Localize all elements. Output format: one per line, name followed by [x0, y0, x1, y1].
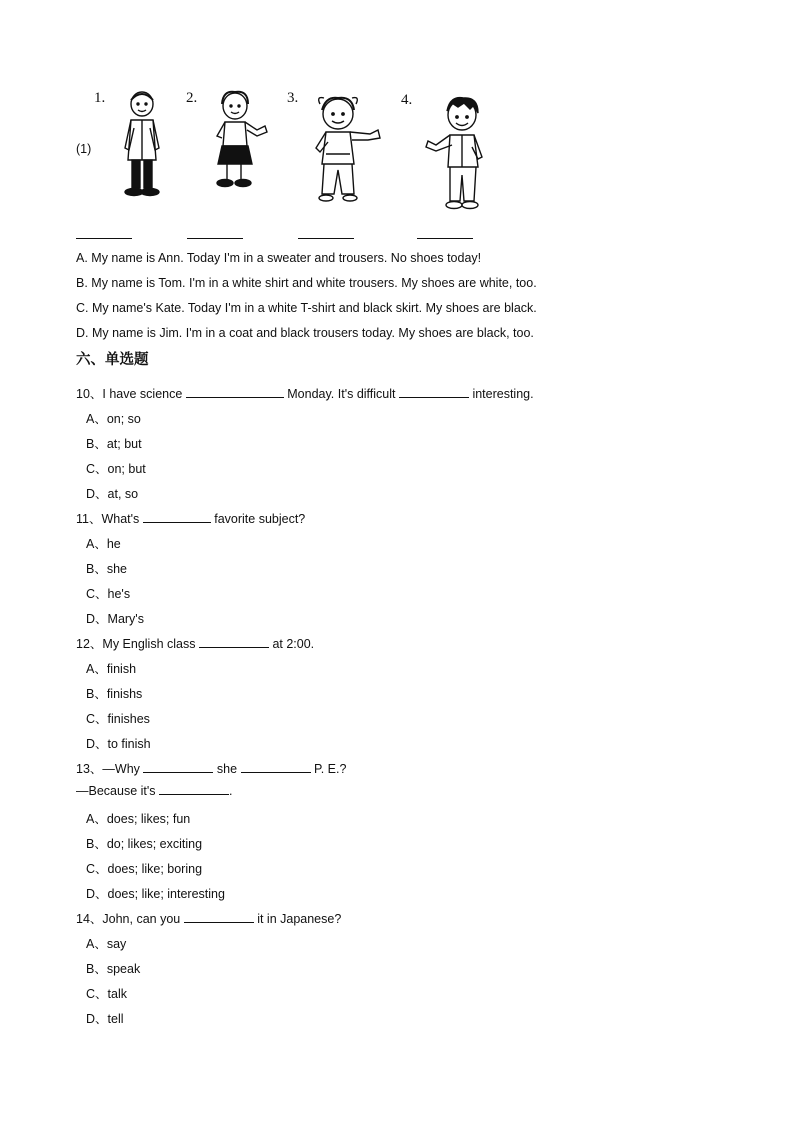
question-13-stem: 13、—Why she P. E.? — [76, 762, 347, 776]
statement-c: C. My name's Kate. Today I'm in a white T-shirt and black skirt. My shoes are black. — [76, 301, 537, 315]
blank[interactable] — [143, 771, 213, 773]
question-10-option-c[interactable]: C、on; but — [86, 462, 146, 476]
question-12-option-b[interactable]: B、finishs — [86, 687, 143, 701]
question-11-option-a[interactable]: A、he — [86, 537, 121, 551]
question-10-option-d[interactable]: D、at, so — [86, 487, 139, 501]
question-10-option-b[interactable]: B、at; but — [86, 437, 142, 451]
blank[interactable] — [199, 646, 269, 648]
question-13-response: —Because it's . — [76, 784, 233, 798]
girl-in-skirt-figure — [205, 88, 275, 190]
question-12-option-d[interactable]: D、to finish — [86, 737, 151, 751]
figure-number-3: 3. — [287, 90, 299, 106]
blank[interactable] — [184, 921, 254, 923]
blank[interactable] — [143, 521, 211, 523]
section-heading: 六、单选题 — [76, 352, 149, 368]
question-13-option-b[interactable]: B、do; likes; exciting — [86, 837, 203, 851]
question-10-option-a[interactable]: A、on; so — [86, 412, 141, 426]
question-13-option-d[interactable]: D、does; like; interesting — [86, 887, 225, 901]
answer-blank-3[interactable] — [298, 238, 354, 239]
blank[interactable] — [241, 771, 311, 773]
figure-number-4: 4. — [401, 92, 413, 108]
question-13-option-a[interactable]: A、does; likes; fun — [86, 812, 191, 826]
question-14-option-a[interactable]: A、say — [86, 937, 127, 951]
question-13-option-c[interactable]: C、does; like; boring — [86, 862, 203, 876]
question-12-option-a[interactable]: A、finish — [86, 662, 137, 676]
question-11-option-c[interactable]: C、he's — [86, 587, 131, 601]
question-11-option-b[interactable]: B、she — [86, 562, 127, 576]
question-11-option-d[interactable]: D、Mary's — [86, 612, 144, 626]
blank[interactable] — [186, 396, 284, 398]
blank[interactable] — [399, 396, 469, 398]
question-10-stem: 10、I have science Monday. It's difficult interesting. — [76, 387, 534, 401]
statement-a: A. My name is Ann. Today I'm in a sweater and trousers. No shoes today! — [76, 251, 482, 265]
answer-blank-1[interactable] — [76, 238, 132, 239]
figure-number-1: 1. — [94, 90, 106, 106]
answer-blank-4[interactable] — [417, 238, 473, 239]
question-11-stem: 11、What's favorite subject? — [76, 512, 306, 526]
figure-number-2: 2. — [186, 90, 198, 106]
boy-in-coat-figure — [112, 88, 172, 203]
statement-b: B. My name is Tom. I'm in a white shirt and white trousers. My shoes are white, too. — [76, 276, 537, 290]
blank[interactable] — [159, 793, 229, 795]
question-14-option-d[interactable]: D、tell — [86, 1012, 124, 1026]
boy-in-white-shirt-figure — [424, 95, 496, 213]
girl-in-sweater-figure — [306, 90, 386, 208]
question-14-option-b[interactable]: B、speak — [86, 962, 141, 976]
question-12-option-c[interactable]: C、finishes — [86, 712, 150, 726]
question-14-option-c[interactable]: C、talk — [86, 987, 127, 1001]
question-label: (1) — [76, 142, 92, 156]
question-14-stem: 14、John, can you it in Japanese? — [76, 912, 342, 926]
statement-d: D. My name is Jim. I'm in a coat and black trousers today. My shoes are black, too. — [76, 326, 534, 340]
answer-blank-2[interactable] — [187, 238, 243, 239]
question-12-stem: 12、My English class at 2:00. — [76, 637, 315, 651]
